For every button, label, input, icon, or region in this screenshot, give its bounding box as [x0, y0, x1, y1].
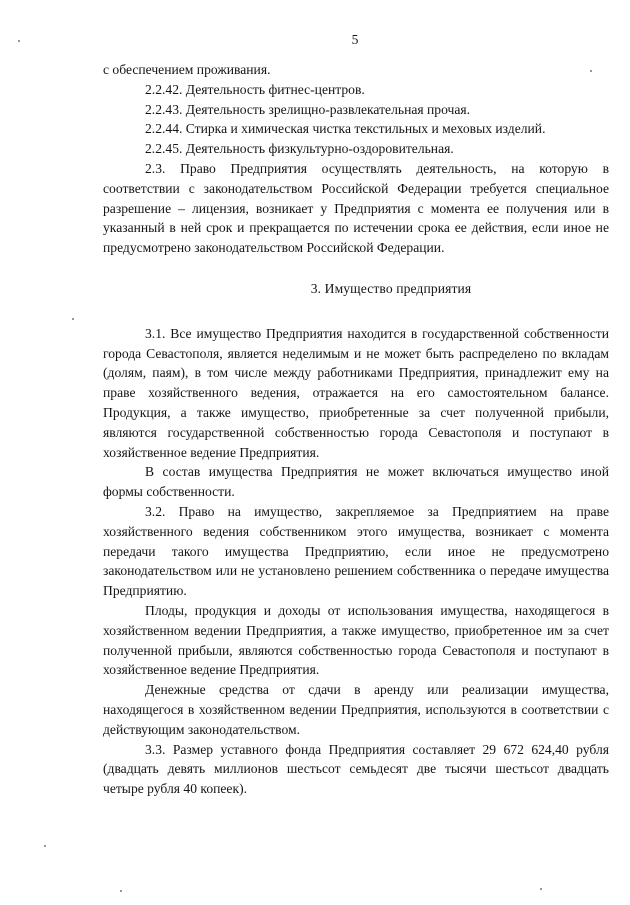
scan-speck: [44, 845, 46, 847]
paragraph-3-1-property: 3.1. Все имущество Предприятия находится в государственной собственности города Севастополя, является неделимым и не может быть распределено по вкладам (долям, паям), в том числе между работниками Предприятия, принадлежит ему на праве хозяйственного ведения, отражается на его самостоятельном балансе. Продукция, а также имущество, приобретенные за счет полученной прибыли, являются государственной собственностью города Севастополя и поступают в хозяйственное ведение Предприятия.: [103, 325, 609, 460]
document-body: [103, 60, 609, 799]
continuation-line: с обеспечением проживания.: [103, 62, 271, 77]
scan-speck: [540, 888, 542, 890]
section-heading-property: 3. Имущество предприятия: [310, 280, 472, 296]
paragraph-rental-funds: Денежные средства от сдачи в аренду или реализации имущества, находящегося в хозяйственном ведении Предприятия, используются в соответствии с действующим законодательством.: [103, 682, 609, 737]
list-item-2-2-43: 2.2.43. Деятельность зрелищно-развлекательная прочая.: [145, 101, 471, 117]
list-item-2-2-45: 2.2.45. Деятельность физкультурно-оздоровительная.: [145, 141, 454, 157]
paragraph-fruits-income: Плоды, продукция и доходы от использования имущества, находящегося в хозяйственном ведении Предприятия, а также имущество, приобретенное им за счет полученной прибыли, являются собственностью города Севастополя и поступают в хозяйственное ведение Предприятия.: [103, 602, 609, 678]
paragraph-3-3-charter-fund: 3.3. Размер уставного фонда Предприятия составляет 29 672 624,40 рубля (двадцать девять миллионов шестьсот семьдесят две тысячи шестьсот двадцать четыре рубля 40 копеек).: [103, 741, 609, 797]
page-number: 5: [351, 32, 359, 47]
scan-speck: [18, 40, 20, 42]
scan-speck: [72, 318, 74, 320]
list-item-2-2-42: 2.2.42. Деятельность фитнес-центров.: [145, 81, 365, 97]
paragraph-property-composition: В состав имущества Предприятия не может включаться имущество иной формы собственности.: [103, 464, 609, 500]
paragraph-2-3-license: 2.3. Право Предприятия осуществлять деятельность, на которую в соответствии с законодательством Российской Федерации требуется специальное разрешение – лицензия, возникает у Предприятия с момента ее получения или в указанный в ней срок и прекращается по истечении срока ее действия, если иное не предусмотрено законодательством Российской Федерации.: [103, 160, 609, 256]
scan-speck: [120, 890, 122, 892]
list-item-2-2-44: 2.2.44. Стирка и химическая чистка текстильных и меховых изделий.: [145, 121, 546, 137]
scan-speck: [590, 70, 592, 72]
paragraph-3-2-property-rights: 3.2. Право на имущество, закрепляемое за Предприятием на праве хозяйственного ведения собственником этого имущества, возникает с момента передачи такого имущества Предприятию, если иное не предусмотрено законодательством или не установлено решением собственника о передаче имущества Предприятию.: [103, 503, 609, 599]
